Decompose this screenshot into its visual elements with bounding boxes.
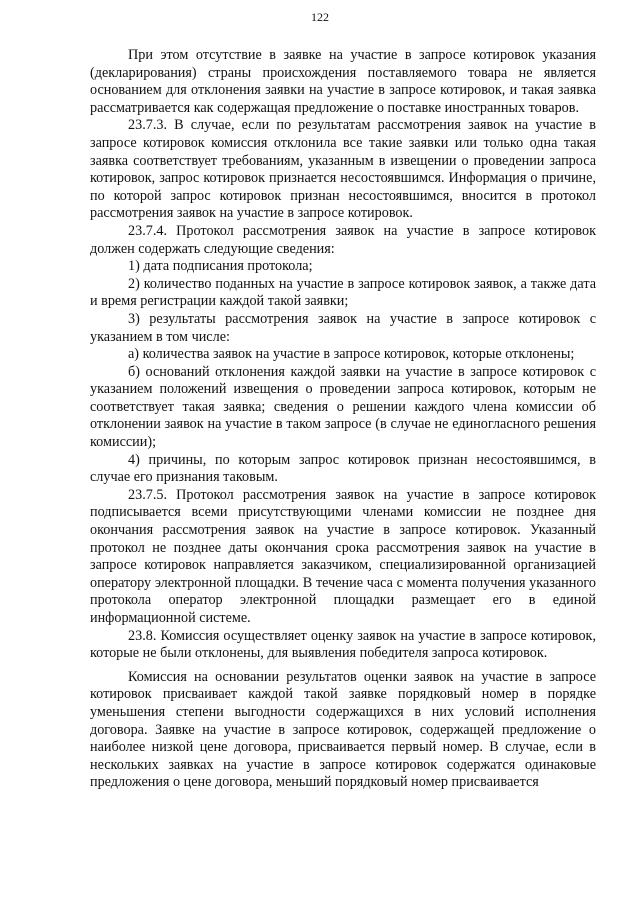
paragraph-ranking: Комиссия на основании результатов оценки заявок на участие в запросе котировок присваивает каждой такой заявке порядковый номер в порядке уменьшения степени выгодности содержащихся в них условий исполнения договора. Заявке на участие в запросе котировок, содержащей предложение о наиболее низкой цене договора, присваивается первый номер. В случае, если в нескольких заявках на участие в запросе котировок содержатся одинаковые предложения о цене договора, меньший порядковый номер присваивается [90,668,596,791]
paragraph-23-8: 23.8. Комиссия осуществляет оценку заявок на участие в запросе котировок, которые не были отклонены, для выявления победителя запроса котировок. [90,627,596,662]
paragraph-23-7-5: 23.7.5. Протокол рассмотрения заявок на участие в запросе котировок подписывается всеми присутствующими членами комиссии не позднее дня окончания рассмотрения заявок на участие в запросе котировок. Указанный протокол не позднее даты окончания срока рассмотрения заявок на участие в запросе котировок направляется заказчиком, специализированной организацией оператору электронной площадки. В течение часа с момента получения указанного протокола оператор электронной площадки размещает его в единой информационной системе. [90,486,596,626]
list-item-rejected-count: а) количества заявок на участие в запросе котировок, которые отклонены; [128,346,575,363]
list-item-protocol-date: 1) дата подписания протокола; [128,258,313,275]
page-number: 122 [311,10,329,24]
list-item-review-results: 3) результаты рассмотрения заявок на участие в запросе котировок с указанием в том числе: [90,310,596,345]
list-item-submitted-count: 2) количество поданных на участие в запросе котировок заявок, а также дата и время регистрации каждой такой заявки; [90,275,596,310]
paragraph-country-of-origin: При этом отсутствие в заявке на участие в запросе котировок указания (декларирования) страны происхождения поставляемого товара не является основанием для отклонения заявки на участие в запросе котировок, и такая заявка рассматривается как содержащая предложение о поставке иностранных товаров. [90,47,596,116]
list-item-rejection-grounds: б) оснований отклонения каждой заявки на участие в запросе котировок с указанием положений извещения о проведении запроса котировок, которым не соответствует такая заявка; сведения о решении каждого члена комиссии об отклонении заявок на участие в таком запросе (в случае не единогласного решения комиссии); [90,363,596,451]
paragraph-23-7-4: 23.7.4. Протокол рассмотрения заявок на участие в запросе котировок должен содержать следующие сведения: [90,222,596,257]
list-item-failure-reasons: 4) причины, по которым запрос котировок признан несостоявшимся, в случае его признания таковым. [90,451,596,486]
document-body [90,47,596,792]
paragraph-23-7-3: 23.7.3. В случае, если по результатам рассмотрения заявок на участие в запросе котировок комиссия отклонила все такие заявки или только одна такая заявка соответствует требованиям, указанным в извещении о проведении запроса котировок, запрос котировок признается несостоявшимся. Информация о причине, по которой запрос котировок признан несостоявшимся, вносится в протокол рассмотрения заявок на участие в запросе котировок. [90,117,596,222]
